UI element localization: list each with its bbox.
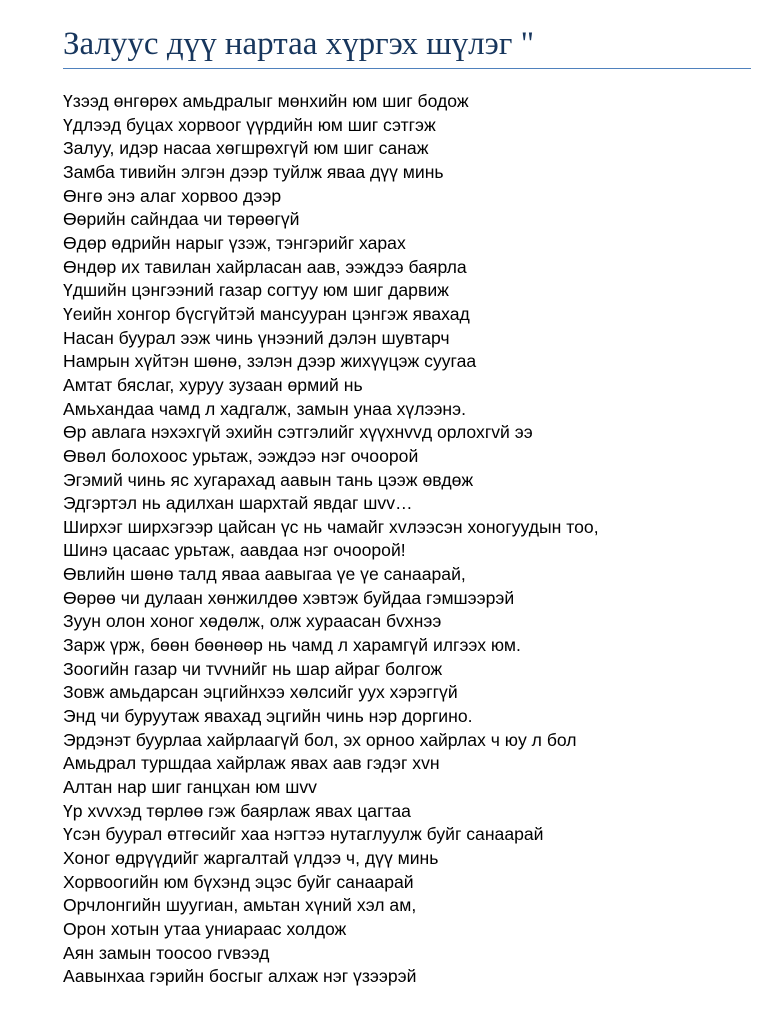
poem-body [63, 90, 753, 989]
poem-line: Үр хvvхэд төрлөө гэж баярлаж явах цагтаа [63, 800, 411, 821]
poem-line: Зуун олон хоног хөдөлж, олж хураасан бvхнээ [63, 611, 442, 632]
poem-line: Үеийн хонгор бүсгүйтэй мансууран цэнгэж явахад [63, 303, 470, 324]
poem-line: Зарж үрж, бөөн бөөнөөр нь чамд л харамгүй илгээх юм. [63, 635, 521, 656]
poem-line: Өндөр их тавилан хайрласан аав, ээждээ баярла [63, 256, 467, 277]
poem-line: Өөрийн сайндаа чи төрөөгүй [63, 209, 300, 230]
poem-line: Хорвоогийн юм бүхэнд эцэс буйг санаарай [63, 871, 414, 892]
poem-line: Амьхандаа чамд л хадгалж, замын унаа хүлээнэ. [63, 398, 467, 419]
poem-line: Эгэмий чинь яс хугарахад аавын тань цээж өвдөж [63, 469, 474, 490]
poem-line: Өр авлага нэхэхгүй эхийн сэтгэлийг хүүхнvvд орлохгvй ээ [63, 422, 533, 443]
poem-line: Аян замын тоосоо гvвээд [63, 942, 270, 963]
poem-line: Эдгэртэл нь адилхан шархтай явдаг шvv… [63, 493, 413, 514]
poem-line: Үдшийн цэнгээний газар согтуу юм шиг дарвиж [63, 280, 449, 301]
poem-line: Зовж амьдарсан эцгийнхээ хөлсийг уух хэрэггүй [63, 682, 458, 703]
poem-line: Өдөр өдрийн нарыг үзэж, тэнгэрийг харах [63, 232, 406, 253]
poem-line: Өвөл болохоос урьтаж, ээждээ нэг очоорой [63, 445, 419, 466]
poem-line: Алтан нар шиг ганцхан юм шvv [63, 777, 317, 798]
poem-line: Амтат бяслаг, хуруу зузаан өрмий нь [63, 374, 363, 395]
poem-line: Амьдрал туршдаа хайрлаж явах аав гэдэг хvн [63, 753, 440, 774]
poem-line: Залуу, идэр насаа хөгшрөхгүй юм шиг санаж [63, 138, 429, 159]
poem-line: Үдлээд буцах хорвоог үүрдийн юм шиг сэтгэж [63, 114, 436, 135]
title-underline [63, 68, 751, 69]
poem-line: Өөрөө чи дулаан хөнжилдөө хэвтэж буйдаа гэмшээрэй [63, 587, 515, 608]
poem-line: Замба тивийн элгэн дээр туйлж яваа дүү минь [63, 161, 444, 182]
poem-line: Аавынхаа гэрийн босгыг алхаж нэг үзээрэй [63, 966, 417, 987]
poem-line: Ширхэг ширхэгээр цайсан үс нь чамайг хvлээсэн хоногуудын тоо, [63, 516, 599, 537]
poem-line: Энд чи буруутаж явахад эцгийн чинь нэр доргино. [63, 706, 473, 727]
poem-line: Зоогийн газар чи тvvнийг нь шар айраг болгож [63, 658, 443, 679]
poem-line: Намрын хүйтэн шөнө, зэлэн дээр жихүүцэж суугаа [63, 351, 477, 372]
poem-line: Үзээд өнгөрөх амьдралыг мөнхийн юм шиг бодож [63, 91, 469, 111]
poem-line: Шинэ цасаас урьтаж, аавдаа нэг очоорой! [63, 540, 406, 561]
document-title: Залуус дүү нартаа хүргэх шүлэг " [63, 26, 535, 62]
poem-line: Насан буурал ээж чинь үнээний дэлэн шувтарч [63, 327, 450, 348]
poem-line: Эрдэнэт буурлаа хайрлаагүй бол, эх орноо хайрлах ч юу л бол [63, 729, 577, 750]
poem-line: Орчлонгийн шуугиан, амьтан хүний хэл ам, [63, 895, 417, 916]
poem-line: Өвлийн шөнө талд яваа аавыгаа үе үе санаарай, [63, 564, 466, 585]
poem-line: Үсэн буурал өтгөсийг хаа нэгтээ нутаглуулж буйг санаарай [63, 824, 544, 845]
poem-line: Өнгө энэ алаг хорвоо дээр [63, 185, 282, 206]
poem-line: Орон хотын утаа униараас холдож [63, 918, 347, 939]
poem-line: Хоног өдрүүдийг жаргалтай үлдээ ч, дүү минь [63, 848, 439, 868]
